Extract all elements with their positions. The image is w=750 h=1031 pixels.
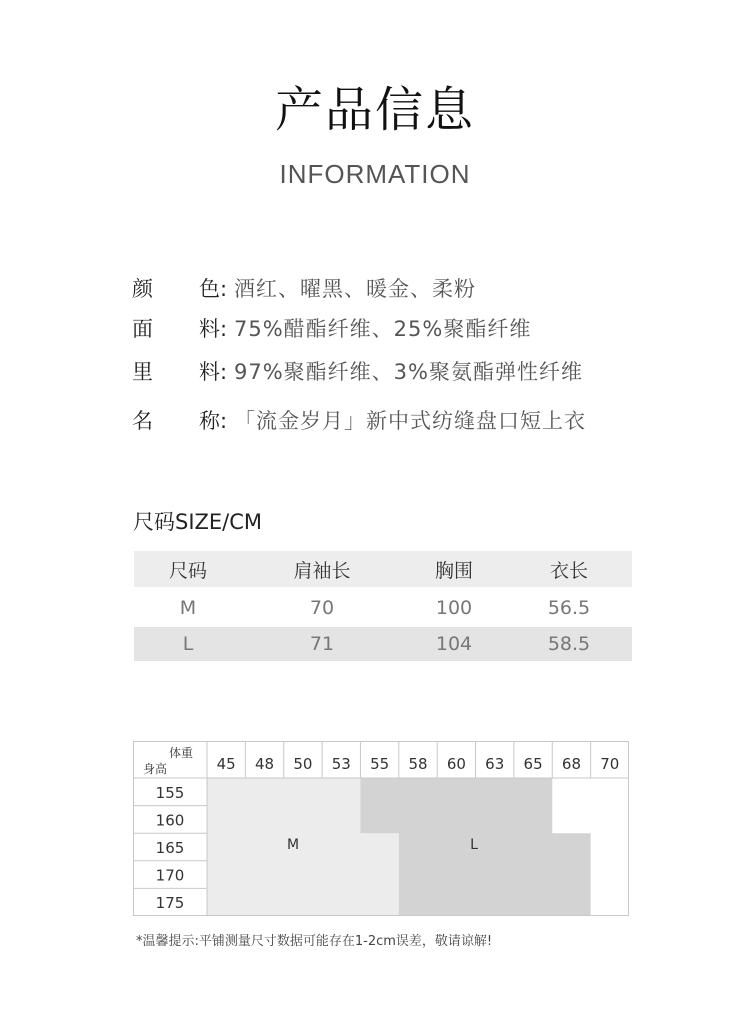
info-row-lining	[132, 355, 583, 389]
size-cell: 58.5	[547, 633, 591, 655]
size-cell: L	[182, 633, 194, 655]
grid-weight-label: 45	[216, 755, 236, 773]
info-colon: :	[220, 317, 228, 341]
info-value: 「流金岁月」新中式纺缝盘口短上衣	[234, 409, 586, 433]
info-colon: :	[220, 277, 228, 301]
info-label: 里料	[132, 360, 220, 384]
grid-height-label: 175	[155, 894, 185, 913]
size-grid-svg	[133, 741, 629, 916]
grid-size-l-label: L	[470, 837, 478, 853]
info-label: 名称	[132, 409, 220, 433]
size-header-cell: 胸围	[434, 559, 473, 582]
grid-weight-label: 58	[408, 755, 428, 773]
grid-weight-label: 65	[523, 755, 543, 773]
size-header-cell: 尺码	[168, 559, 207, 582]
grid-weight-label: 48	[254, 755, 275, 773]
grid-height-label: 170	[155, 866, 185, 885]
size-section-title: 尺码SIZE/CM	[133, 510, 263, 534]
grid-weight-label: 70	[600, 755, 620, 773]
page-subtitle: INFORMATION	[279, 159, 471, 189]
grid-weight-label: 60	[446, 755, 466, 773]
size-recommendation-grid	[133, 741, 629, 916]
grid-height-label: 155	[155, 783, 185, 802]
measurement-note: *温馨提示:平铺测量尺寸数据可能存在1-2cm误差，敬请谅解!	[136, 934, 493, 949]
size-cell: 71	[309, 633, 335, 655]
page-title: 产品信息	[274, 82, 475, 138]
info-row-color	[132, 272, 476, 306]
info-row-fabric	[132, 312, 531, 346]
info-colon: :	[220, 409, 228, 433]
grid-height-label: 160	[155, 811, 185, 830]
table-row	[134, 587, 632, 627]
info-label: 颜色	[132, 277, 220, 301]
size-cell: 104	[435, 633, 473, 655]
grid-corner-weight-label: 体重	[168, 746, 194, 760]
info-label: 面料	[132, 317, 220, 341]
grid-weight-label: 63	[485, 755, 505, 773]
size-cell: M	[179, 597, 197, 619]
grid-weight-label: 55	[370, 755, 390, 773]
table-row	[134, 627, 632, 661]
size-cell: 56.5	[547, 597, 591, 619]
size-table-header-row	[134, 551, 632, 587]
info-row-name	[132, 404, 586, 438]
size-header-cell: 肩袖长	[293, 559, 351, 582]
grid-size-m-label: M	[286, 837, 300, 853]
grid-weight-label: 53	[331, 755, 351, 773]
size-header-cell: 衣长	[549, 559, 588, 582]
info-value: 酒红、曜黑、暖金、柔粉	[234, 277, 476, 301]
size-cell: 100	[435, 597, 473, 619]
grid-height-label: 165	[155, 839, 185, 857]
grid-weight-label: 68	[561, 755, 582, 773]
size-cell: 70	[309, 597, 335, 619]
grid-weight-label: 50	[293, 755, 313, 773]
info-value: 75%醋酯纤维、25%聚酯纤维	[234, 317, 532, 341]
size-table	[134, 551, 632, 661]
grid-corner-height-label: 身高	[142, 762, 168, 776]
info-value: 97%聚酯纤维、3%聚氨酯弹性纤维	[234, 360, 583, 384]
info-colon: :	[220, 360, 228, 384]
